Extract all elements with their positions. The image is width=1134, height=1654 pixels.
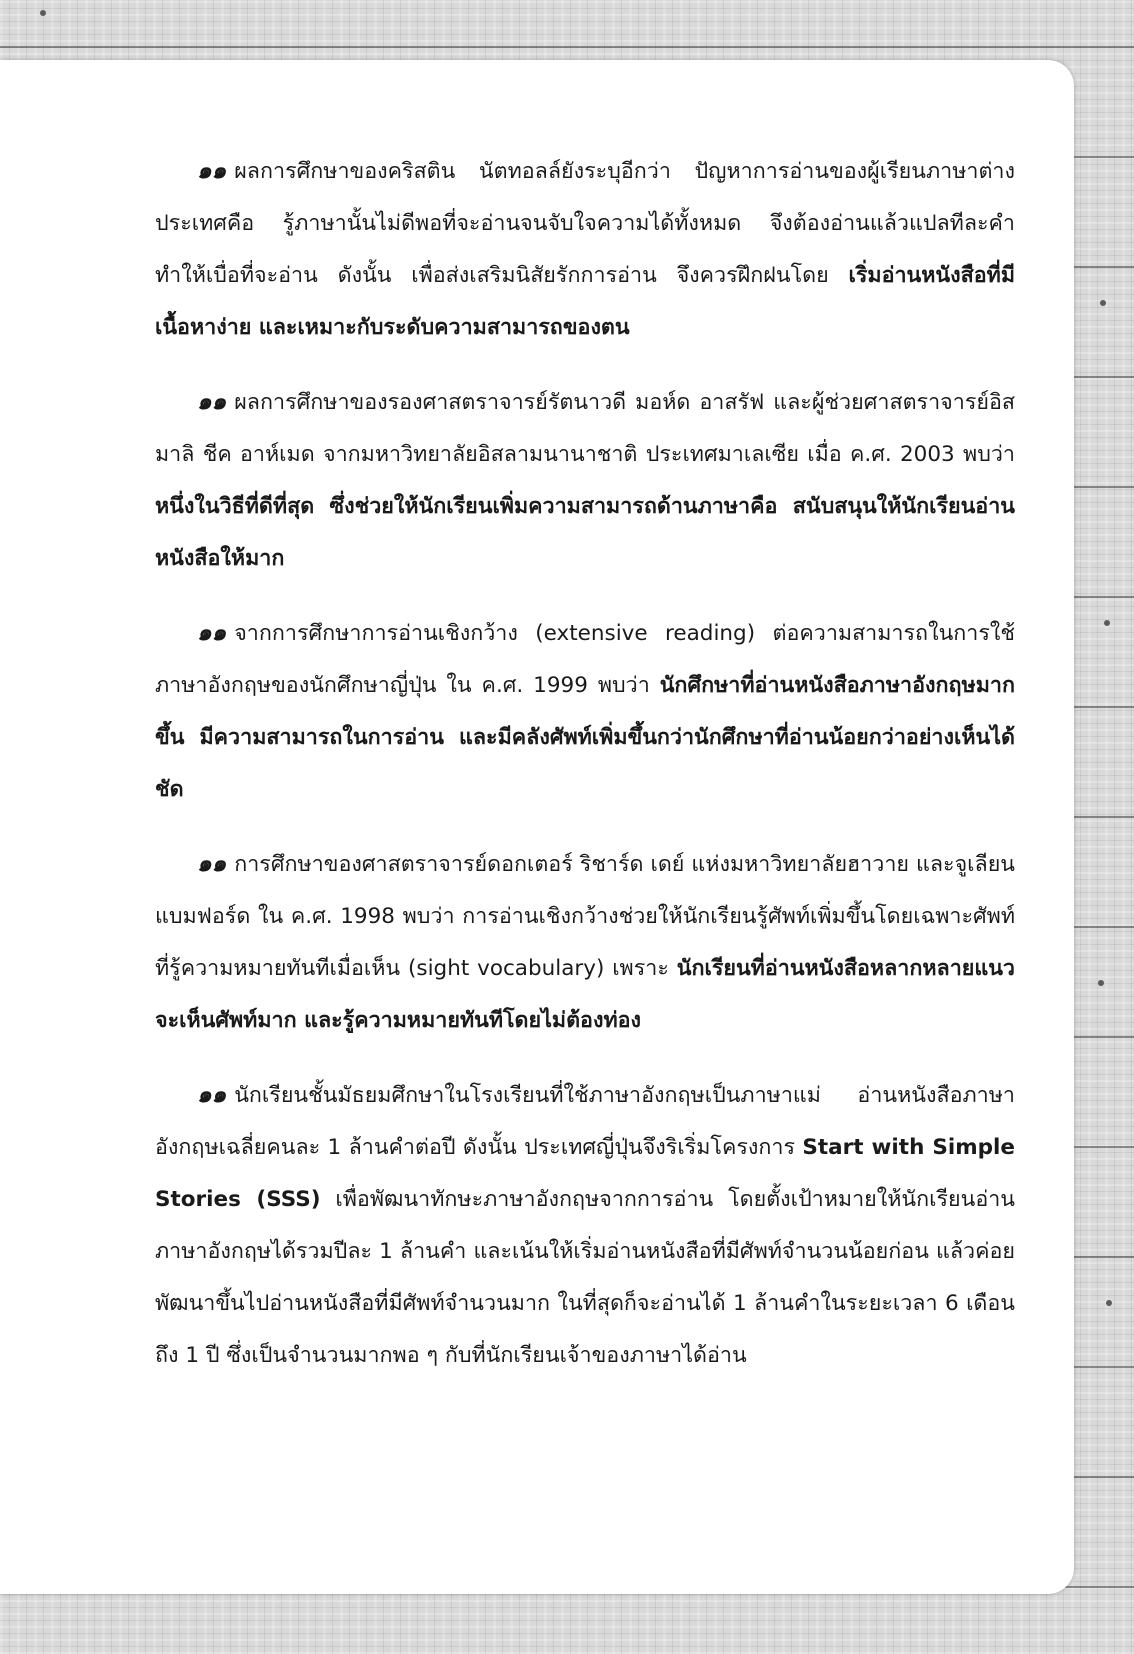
nail-decoration xyxy=(1106,1300,1112,1306)
document-page xyxy=(0,60,1074,1594)
paragraph-text: ผลการศึกษาของคริสติน นัตทอลล์ยังระบุอีกว่า ปัญหาการอ่านของผู้เรียนภาษาต่างประเทศคือ รู้ภาษานั้นไม่ดีพอที่จะอ่านจนจับใจความได้ทั้งหมด จึงต้องอ่านแล้วแปลทีละคำ ทำให้เบื่อที่จะอ่าน ดังนั้น เพื่อส่งเสริมนิสัยรักการอ่าน จึงควรฝึกฝนโดย xyxy=(155,159,1015,288)
bullet-glyph: ๑๑ xyxy=(197,157,227,184)
nail-decoration xyxy=(1104,620,1110,626)
paragraph-emphasis: นักศึกษาที่อ่านหนังสือภาษาอังกฤษมากขึ้น มีความสามารถในการอ่าน และมีคลังศัพท์เพิ่มขึ้นกว่านักศึกษาที่อ่านน้อยกว่าอย่างเห็นได้ชัด xyxy=(155,673,1015,802)
paragraph-emphasis: Start with Simple Stories (SSS) xyxy=(155,1135,1015,1212)
paragraph-emphasis: นักเรียนที่อ่านหนังสือหลากหลายแนวจะเห็นศัพท์มาก และรู้ความหมายทันทีโดยไม่ต้องท่อง xyxy=(155,956,1015,1033)
document-body xyxy=(155,145,1015,1404)
paragraph xyxy=(155,145,1015,354)
bullet-glyph: ๑๑ xyxy=(197,388,227,415)
paragraph-text: เพื่อพัฒนาทักษะภาษาอังกฤษจากการอ่าน โดยตั้งเป้าหมายให้นักเรียนอ่านภาษาอังกฤษได้รวมปีละ 1 ล้านคำ และเน้นให้เริ่มอ่านหนังสือที่มีศัพท์จำนวนน้อยก่อน แล้วค่อยพัฒนาขึ้นไปอ่านหนังสือที่มีศัพท์จำนวนมาก ในที่สุดก็จะอ่านได้ 1 ล้านคำในระยะเวลา 6 เดือน ถึง 1 ปี ซึ่งเป็นจำนวนมากพอ ๆ กับที่นักเรียนเจ้าของภาษาได้อ่าน xyxy=(155,1187,1015,1368)
paragraph xyxy=(155,838,1015,1047)
paragraph xyxy=(155,1069,1015,1382)
paragraph xyxy=(155,376,1015,585)
bullet-glyph: ๑๑ xyxy=(197,1081,227,1108)
paragraph-text: การศึกษาของศาสตราจารย์ดอกเตอร์ ริชาร์ด เดย์ แห่งมหาวิทยาลัยฮาวาย และจูเลียน แบมฟอร์ด ใน ค.ศ. 1998 พบว่า การอ่านเชิงกว้างช่วยให้นักเรียนรู้ศัพท์เพิ่มขึ้นโดยเฉพาะศัพท์ที่รู้ความหมายทันทีเมื่อเห็น (sight vocabulary) เพราะ xyxy=(155,852,1015,981)
paragraph-emphasis: หนึ่งในวิธีที่ดีที่สุด ซึ่งช่วยให้นักเรียนเพิ่มความสามารถด้านภาษาคือ สนับสนุนให้นักเรียนอ่านหนังสือให้มาก xyxy=(155,494,1015,571)
nail-decoration xyxy=(1098,980,1104,986)
nail-decoration xyxy=(1100,300,1106,306)
paragraph-emphasis: เริ่มอ่านหนังสือที่มีเนื้อหาง่าย และเหมาะกับระดับความสามารถของตน xyxy=(155,263,1015,340)
bullet-glyph: ๑๑ xyxy=(197,619,227,646)
paragraph-text: ผลการศึกษาของรองศาสตราจารย์รัตนาวดี มอห์ด อาสรัฟ และผู้ช่วยศาสตราจารย์อิสมาลิ ชีค อาห์เมด จากมหาวิทยาลัยอิสลามนานาชาติ ประเทศมาเลเซีย เมื่อ ค.ศ. 2003 พบว่า xyxy=(155,390,1015,467)
paragraph-text: นักเรียนชั้นมัธยมศึกษาในโรงเรียนที่ใช้ภาษาอังกฤษเป็นภาษาแม่ อ่านหนังสือภาษาอังกฤษเฉลี่ยคนละ 1 ล้านคำต่อปี ดังนั้น ประเทศญี่ปุ่นจึงริเริ่มโครงการ xyxy=(155,1083,1015,1160)
paragraph xyxy=(155,607,1015,816)
paragraph-text: จากการศึกษาการอ่านเชิงกว้าง (extensive reading) ต่อความสามารถในการใช้ภาษาอังกฤษของนักศึกษาญี่ปุ่น ใน ค.ศ. 1999 พบว่า xyxy=(155,621,1015,698)
nail-decoration xyxy=(40,10,46,16)
bullet-glyph: ๑๑ xyxy=(197,850,227,877)
